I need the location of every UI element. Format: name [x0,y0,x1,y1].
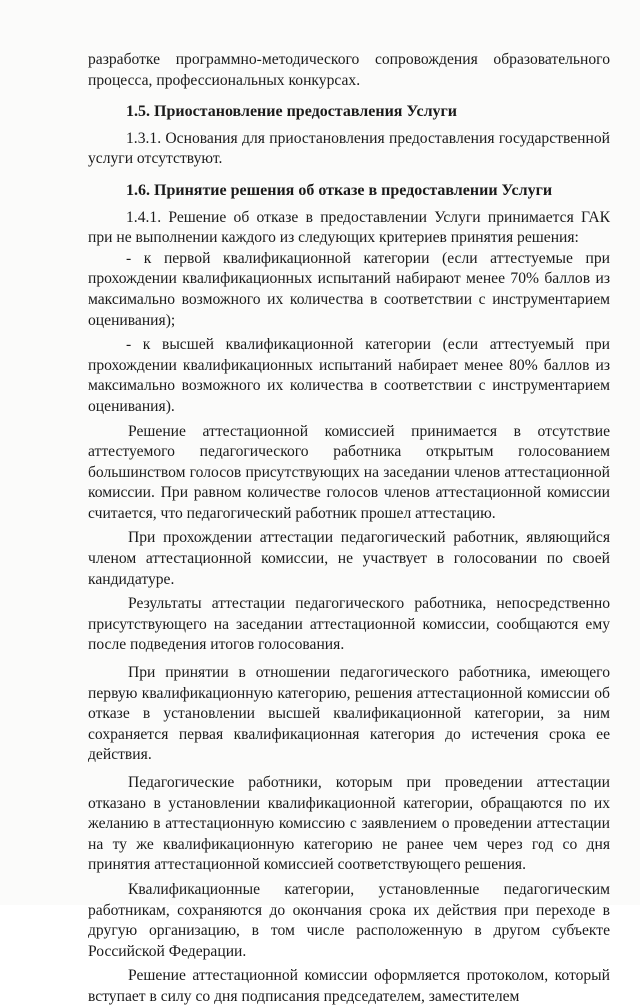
list-item-first-category: - к первой квалификационной категории (если аттестуемые при прохождении квалификационных испытаний набирают менее 70% баллов из максимально возможного их количества в соответствии с инструментарием оценивания); [88,249,610,329]
paragraph-member-voting: При прохождении аттестации педагогический работник, являющийся членом аттестационной комиссии, не участвует в голосовании по своей кандидатуре. [88,529,610,588]
paragraph-commission-decision: Решение аттестационной комиссией принимается в отсутствие аттестуемого педагогического работника открытым голосованием большинством голосов присутствующих на заседании членов аттестационной комиссии. При равном количестве голосов членов аттестационной комиссии считается, что педагогический работник прошел аттестацию. [88,422,610,522]
section-heading-1-6: 1.6. Принятие решения об отказе в предоставлении Услуги [126,181,553,199]
paragraph-protocol: Решение аттестационной комиссии оформляется протоколом, который вступает в силу со дня подписания председателем, заместителем [88,967,610,1005]
paragraph-reapplication: Педагогические работники, которым при проведении аттестации отказано в установлении квалификационной категории, обращаются по их желанию в аттестационную комиссию с заявлением о проведении аттестации на ту же квалификационную категорию не ранее чем через год со дня принятия аттестационной комиссией соответствующего решения. [88,774,610,874]
paragraph-categories-retained: Квалификационные категории, установленные педагогическим работникам, сохраняются до окончания срока их действия при переходе в другую организацию, в том числе расположенную в другом субъекте Российской Федерации. [88,880,610,960]
paragraph-first-category-retained: При принятии в отношении педагогического работника, имеющего первую квалификационную категорию, решения аттестационной комиссии об отказе в установлении высшей квалификационной категории, за ним сохраняется первая квалификационная категория до истечения срока ее действия. [88,664,610,764]
paragraph-results: Результаты аттестации педагогического работника, непосредственно присутствующего на заседании аттестационной комиссии, сообщаются ему после подведения итогов голосования. [88,595,610,654]
paragraph-1-4-1: 1.4.1. Решение об отказе в предоставлении Услуги принимается ГАК при не выполнении каждого из следующих критериев принятия решения: [88,208,610,247]
paragraph-continuation: разработке программно-методического сопровождения образовательного процесса, профессиональных конкурсах. [88,51,610,89]
section-heading-1-5: 1.5. Приостановление предоставления Услуги [126,103,458,121]
paragraph-1-3-1: 1.3.1. Основания для приостановления предоставления государственной услуги отсутствуют. [88,129,610,168]
document-body [88,50,610,1008]
list-item-highest-category: - к высшей квалификационной категории (если аттестуемый при прохождении квалификационных испытаний набирает менее 80% баллов из максимально возможного их количества в соответствии с инструментарием оценивания). [88,336,610,415]
